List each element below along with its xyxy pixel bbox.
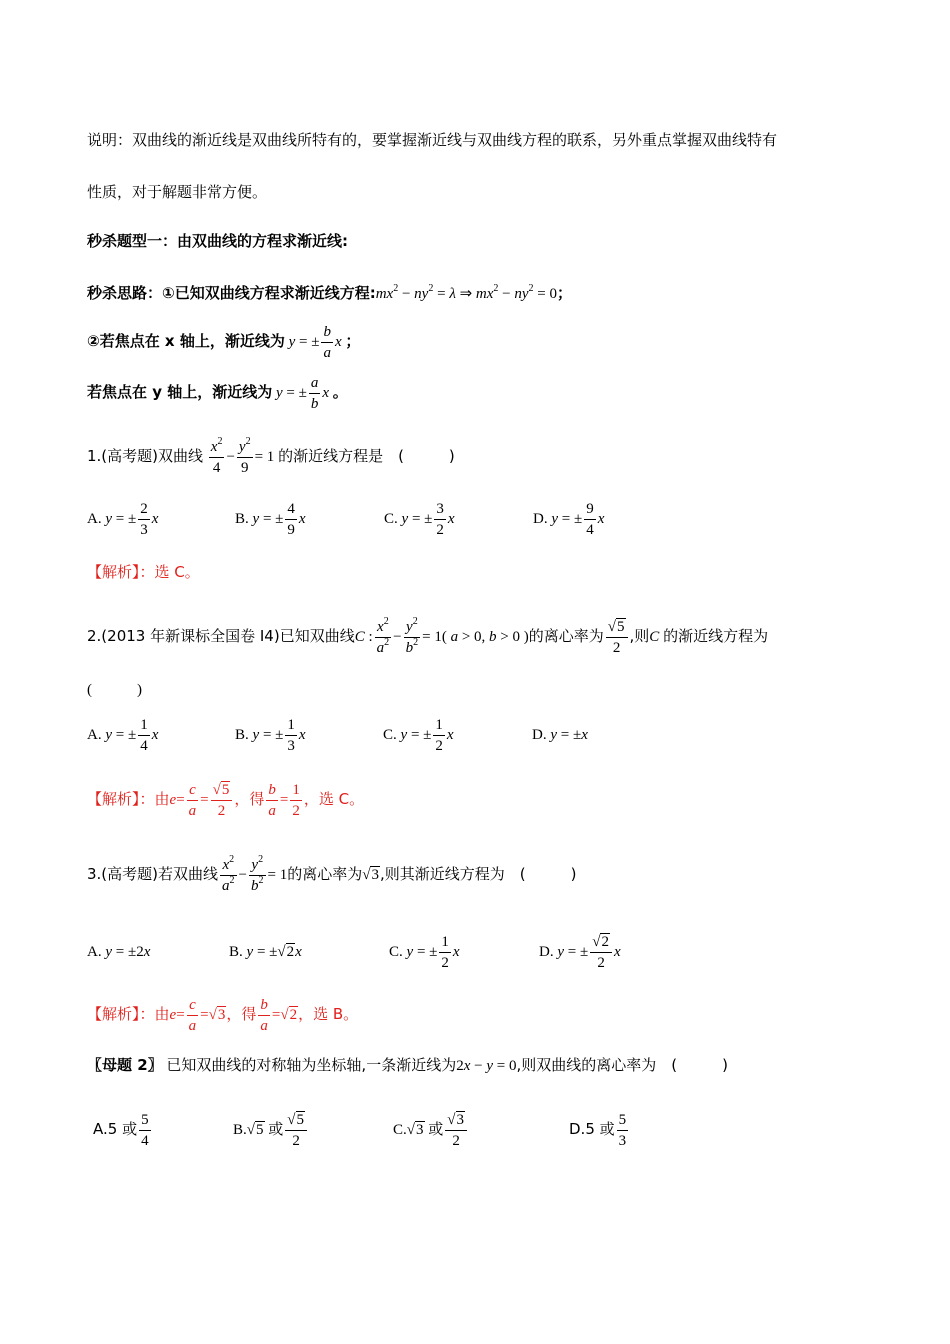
q1-option-a[interactable]: A. y = ± $\frac{2}{3}$ x: [87, 501, 159, 538]
mother-label: 〖母题 2〗: [87, 1056, 163, 1074]
answer-label: 【解析】: [87, 1004, 140, 1023]
type1-y-axis: 若焦点在 y 轴上，渐近线为 y = ± $\frac{a}{b}$ x 。: [87, 375, 348, 412]
answer-label: 【解析】: [87, 563, 140, 581]
fraction-a-over-b: $\frac{a}{b}$: [310, 375, 319, 412]
q1-option-c[interactable]: C. y = ± $\frac{3}{2}$ x: [384, 501, 455, 538]
q2-option-d[interactable]: D. y = ±x: [532, 727, 588, 743]
mother-option-a[interactable]: A.5 或 $\frac{5}{4}$: [93, 1112, 149, 1149]
q3-stem: 3.(高考题)若双曲线 $\frac{x^2}{a^2}$ − $\frac{y^2}{b^2}$ = 1的离心率为√3,则其渐近线方程为 ( ): [87, 854, 577, 894]
type1-idea: 秒杀思路：①已知双曲线方程求渐近线方程$:mx^2 - ny^2 = \lambda$ ⇒ $mx^2 - ny^2 = 0$；: [87, 283, 573, 302]
q2-answer: 【解析】：由e= $\frac{c}{a}$ = $\frac{√5}{2}$ ，得 $\frac{b}{a}$ = $\frac{1}{2}$ ，选 C。: [87, 782, 365, 819]
idea-formula: $mx^2 - ny^2 = \lambda$ ⇒ $mx^2 - ny^2 = 0$: [375, 283, 557, 302]
mother-option-d[interactable]: D.5 或 $\frac{5}{3}$: [569, 1112, 627, 1149]
type1-heading: 秒杀题型一：由双曲线的方程求渐近线:: [87, 232, 349, 250]
intro-line-2: 性质，对于解题非常方便。: [87, 183, 268, 201]
q1-option-b[interactable]: B. y = ± $\frac{4}{9}$ x: [235, 501, 306, 538]
q1-option-d[interactable]: D. y = ± $\frac{9}{4}$ x: [533, 501, 605, 538]
q2-option-a[interactable]: A. y = ± $\frac{1}{4}$ x: [87, 717, 159, 754]
q3-option-b[interactable]: B. y = ±√2x: [229, 944, 302, 960]
idea-label: 秒杀思路：①已知双曲线方程求渐近线方程:: [87, 284, 376, 302]
mother-options: [93, 1110, 873, 1154]
q1-answer: 【解析】：选 C。: [87, 563, 200, 581]
intro-line-1: 说明：双曲线的渐近线是双曲线所特有的，要掌握渐近线与双曲线方程的联系，另外重点掌握双曲线特有: [87, 131, 778, 149]
q2-paren: ( ): [87, 682, 142, 698]
q1-stem: 1.(高考题)双曲线 $\frac{x^2}{4}$ − $\frac{y^2}{9}$ = 1 的渐近线方程是 ( ): [87, 436, 455, 476]
q3-options: [87, 932, 867, 972]
q3-option-d[interactable]: D. y = ± $\frac{√2}{2}$ x: [539, 934, 621, 971]
q2-option-c[interactable]: C. y = ± $\frac{1}{2}$ x: [383, 717, 454, 754]
q2-options: [87, 715, 867, 755]
q1-options: [87, 499, 867, 539]
q3-option-c[interactable]: C. y = ± $\frac{1}{2}$ x: [389, 934, 460, 971]
mother-stem: 〖母题 2〗 已知双曲线的对称轴为坐标轴,一条渐近线为2x − y = 0,则双曲线的离心率为 ( ): [87, 1056, 728, 1074]
mother-option-b[interactable]: B.√5 或 $\frac{√5}{2}$: [233, 1110, 309, 1151]
type1-x-axis: ②若焦点在 x 轴上，渐近线为 y = ± $\frac{b}{a}$ x ；: [87, 324, 361, 361]
fraction-b-over-a: $\frac{b}{a}$: [323, 324, 331, 361]
q2-option-b[interactable]: B. y = ± $\frac{1}{3}$ x: [235, 717, 306, 754]
answer-label: 【解析】: [87, 789, 140, 808]
q3-option-a[interactable]: A. y = ±2x: [87, 944, 151, 960]
q3-answer: 【解析】：由e= $\frac{c}{a}$ =√3，得 $\frac{b}{a}$ =√2，选 B。: [87, 997, 359, 1034]
mother-option-c[interactable]: C.√3 或 $\frac{√3}{2}$: [393, 1110, 469, 1151]
q2-stem: 2.(2013 年新课标全国卷 I4)已知双曲线C : $\frac{x^2}{a^2}$ − $\frac{y^2}{b^2}$ = 1( a > 0, b > 0 )的离心率为 $\frac{√5}{2}$ ,则C 的渐近线方程为: [87, 616, 769, 656]
